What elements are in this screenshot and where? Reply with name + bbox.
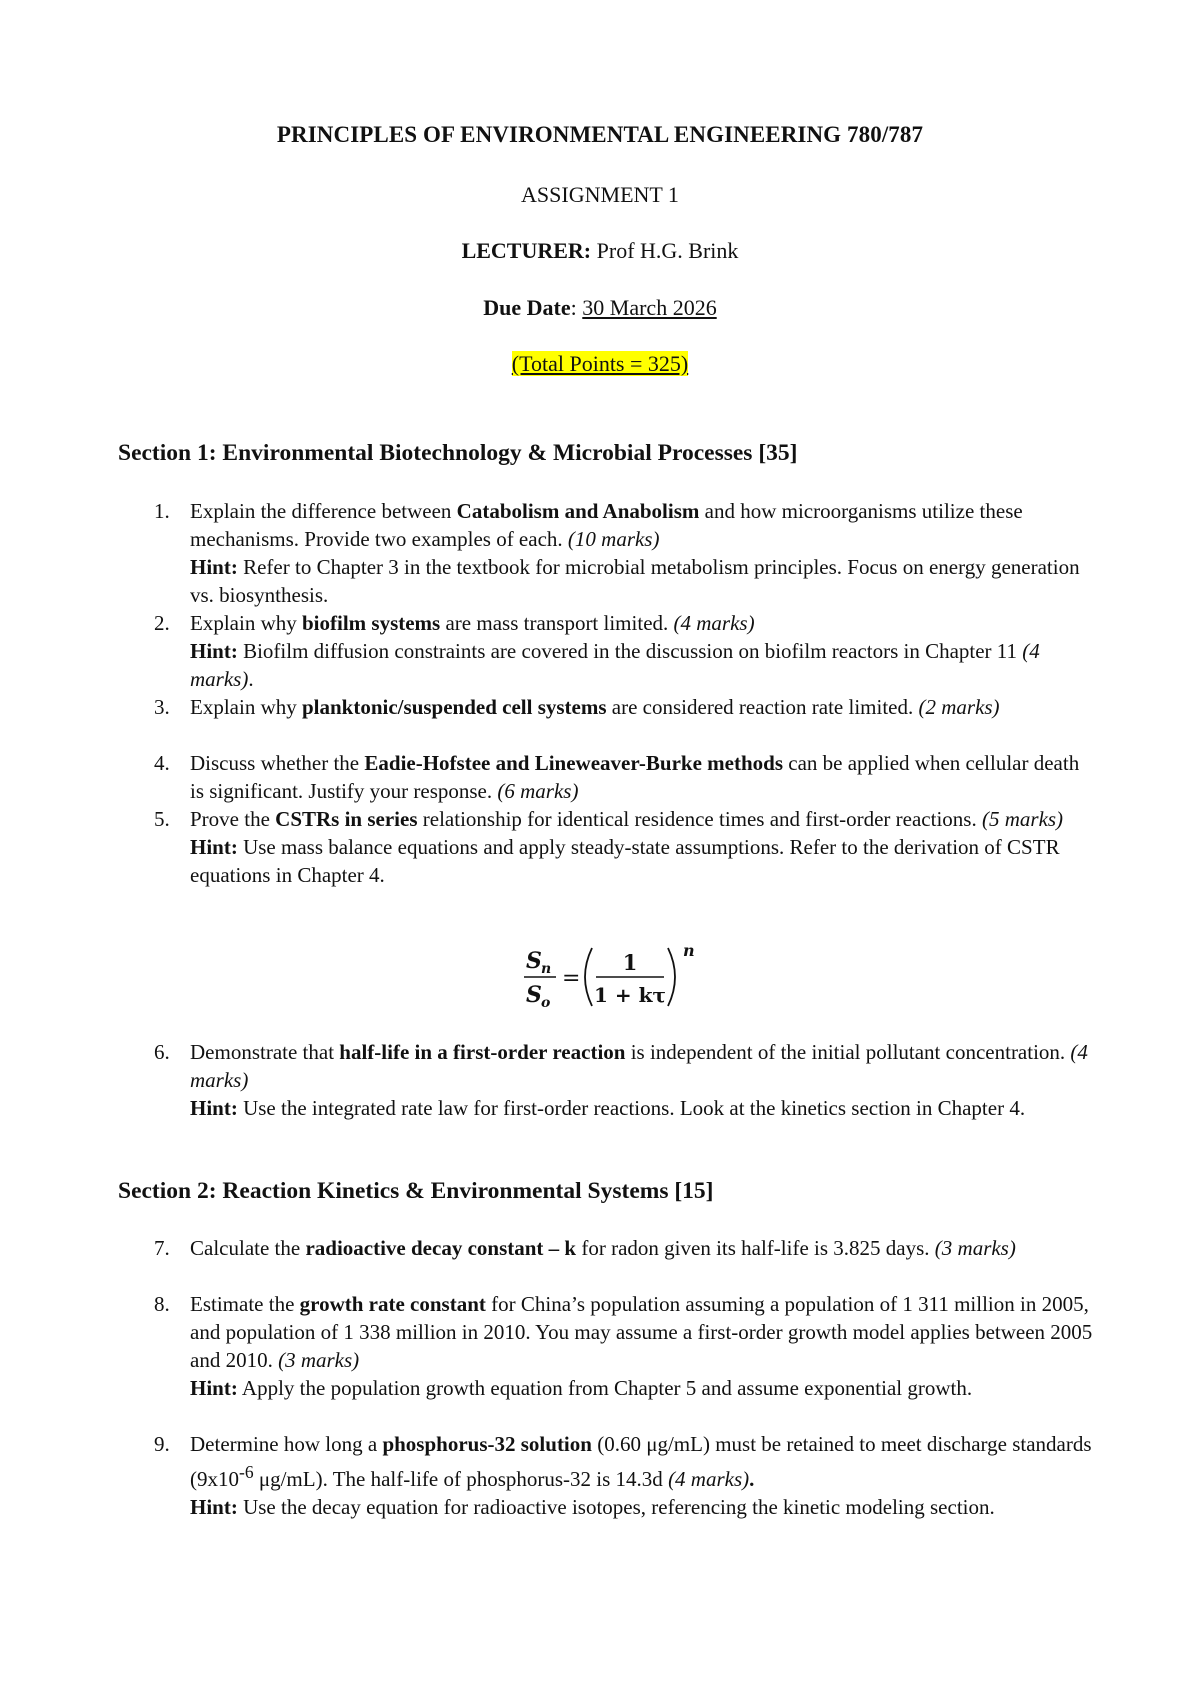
question-number: 6. <box>154 1040 170 1064</box>
question-number: 8. <box>154 1292 170 1316</box>
question-text <box>190 497 1094 609</box>
bold-term: Catabolism and Anabolism <box>456 499 700 523</box>
text-run: . <box>749 1467 755 1491</box>
section-2-heading: Section 2: Reaction Kinetics & Environmental Systems [15] <box>118 1178 714 1204</box>
question-4 <box>154 749 1094 805</box>
text-run: Estimate the <box>190 1292 300 1316</box>
eq-right-paren <box>668 948 675 1006</box>
text-run: . <box>248 667 254 691</box>
question-number: 4. <box>154 751 170 775</box>
eq-equals: = <box>562 966 581 991</box>
marks: (4 marks) <box>190 639 1040 691</box>
text-run: Discuss whether the <box>190 751 365 775</box>
text-run: relationship for identical residence times and first-order reactions. <box>417 807 982 831</box>
marks: (4 marks) <box>668 1467 750 1491</box>
bold-term: CSTRs in series <box>275 807 418 831</box>
bold-term: growth rate constant <box>299 1292 486 1316</box>
bold-term: half-life in a first-order reaction <box>339 1040 626 1064</box>
text-run: for radon given its half-life is 3.825 days. <box>576 1236 935 1260</box>
due-date-value: 30 March 2026 <box>582 295 717 320</box>
bold-term: radioactive decay constant – k <box>305 1236 577 1260</box>
due-date-sep: : <box>570 295 583 320</box>
question-text <box>190 693 1094 721</box>
hint-label: Hint: <box>190 1495 238 1519</box>
text-run: is independent of the initial pollutant concentration. <box>625 1040 1071 1064</box>
text-run: (0.60 μg/mL) must be retained to meet discharge standards (9x10 <box>190 1432 1092 1491</box>
hint-label: Hint: <box>190 835 238 859</box>
text-run: Calculate the <box>190 1236 306 1260</box>
question-number: 7. <box>154 1236 170 1260</box>
question-number: 2. <box>154 611 170 635</box>
question-text <box>190 1038 1094 1122</box>
text-run: Explain the difference between <box>190 499 457 523</box>
hint-label: Hint: <box>190 1376 238 1400</box>
text-run: Explain why <box>190 695 302 719</box>
question-1 <box>154 497 1094 609</box>
question-text <box>190 1430 1094 1521</box>
text-run: Demonstrate that <box>190 1040 340 1064</box>
question-text <box>190 1290 1094 1402</box>
hint-text: Use the integrated rate law for first-order reactions. Look at the kinetics section in Chapter 4. <box>237 1096 1026 1120</box>
due-date-label: Due Date <box>483 295 571 320</box>
text-run: and how microorganisms utilize these mechanisms. Provide two examples of each. <box>190 499 1023 551</box>
lecturer-line <box>0 238 1200 264</box>
hint-label: Hint: <box>190 555 238 579</box>
question-7 <box>154 1234 1094 1262</box>
question-9 <box>154 1430 1094 1521</box>
assignment-heading: ASSIGNMENT 1 <box>521 182 679 207</box>
eq-left-paren <box>585 948 592 1006</box>
question-text <box>190 805 1094 889</box>
text-run: Prove the <box>190 807 276 831</box>
bold-term: biofilm systems <box>301 611 441 635</box>
eq-exponent: n <box>683 941 695 960</box>
question-number: 9. <box>154 1432 170 1456</box>
superscript: -6 <box>239 1462 254 1482</box>
bold-term: planktonic/suspended cell systems <box>301 695 607 719</box>
marks: (6 marks) <box>497 779 579 803</box>
question-number: 5. <box>154 807 170 831</box>
total-points: (Total Points = 325) <box>511 351 689 376</box>
text-run: can be applied when cellular death is significant. Justify your response. <box>190 751 1080 803</box>
marks: (4 marks) <box>673 611 755 635</box>
lecturer-label: LECTURER: <box>461 238 592 263</box>
question-6 <box>154 1038 1094 1122</box>
hint-text: Biofilm diffusion constraints are covered in the discussion on biofilm reactors in Chapter 11 <box>237 639 1023 663</box>
question-text <box>190 1234 1094 1262</box>
eq-denominator-symbol: S <box>526 982 542 1008</box>
bold-term: phosphorus-32 solution <box>382 1432 592 1456</box>
question-2 <box>154 609 1094 693</box>
question-number: 1. <box>154 499 170 523</box>
text-run: μg/mL). The half-life of phosphorus-32 is 14.3d <box>253 1467 669 1491</box>
total-points-line <box>0 351 1200 377</box>
marks: (4 marks) <box>190 1040 1088 1092</box>
marks: (3 marks) <box>934 1236 1016 1260</box>
marks: (2 marks) <box>918 695 1000 719</box>
question-8 <box>154 1290 1094 1402</box>
hint-label: Hint: <box>190 1096 238 1120</box>
text-run: are mass transport limited. <box>440 611 674 635</box>
question-text <box>190 749 1094 805</box>
text-run: for China’s population assuming a population of 1 311 million in 2005, and population of 1 338 million in 2010. You may assume a first-order growth model applies between 2005 and 2010. <box>190 1292 1093 1372</box>
text-run: Determine how long a <box>190 1432 383 1456</box>
eq-denominator-subscript: o <box>541 995 551 1010</box>
marks: (3 marks) <box>278 1348 360 1372</box>
hint-text: Use mass balance equations and apply steady-state assumptions. Refer to the derivation of CSTR equations in Chapter 4. <box>190 835 1060 887</box>
question-number: 3. <box>154 695 170 719</box>
document-title: PRINCIPLES OF ENVIRONMENTAL ENGINEERING 780/787 <box>276 122 924 147</box>
section-1-heading: Section 1: Environmental Biotechnology & Microbial Processes [35] <box>118 440 798 466</box>
eq-inner-numerator: 1 <box>622 950 638 975</box>
eq-numerator-subscript: n <box>541 961 552 977</box>
marks: (10 marks) <box>567 527 660 551</box>
hint-text: Refer to Chapter 3 in the textbook for microbial metabolism principles. Focus on energy generation vs. biosynthesis. <box>190 555 1080 607</box>
text-run: are considered reaction rate limited. <box>606 695 919 719</box>
question-3 <box>154 693 1094 721</box>
bold-term: Eadie-Hofstee and Lineweaver-Burke methods <box>364 751 783 775</box>
hint-label: Hint: <box>190 639 238 663</box>
marks: (5 marks) <box>981 807 1064 831</box>
eq-inner-denominator: 1 + kτ <box>594 983 666 1007</box>
question-text <box>190 609 1094 693</box>
hint-text: Apply the population growth equation from Chapter 5 and assume exponential growth. <box>237 1376 973 1400</box>
cstr-equation <box>520 940 720 1010</box>
due-date-line <box>0 295 1200 321</box>
hint-text: Use the decay equation for radioactive isotopes, referencing the kinetic modeling section. <box>237 1495 995 1519</box>
text-run: Explain why <box>190 611 302 635</box>
question-5 <box>154 805 1094 889</box>
eq-numerator-symbol: S <box>526 948 542 974</box>
lecturer-name: Prof H.G. Brink <box>591 238 739 263</box>
